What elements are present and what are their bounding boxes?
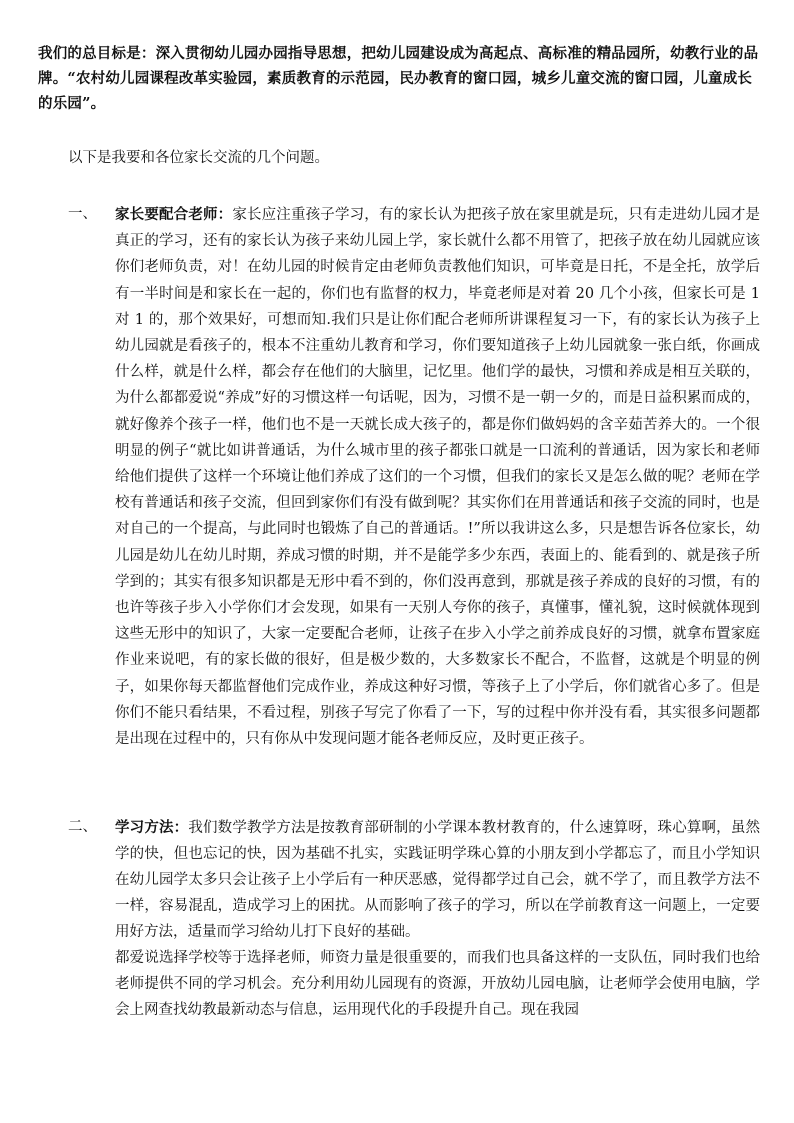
section-paragraph <box>115 815 760 945</box>
section-paragraph <box>115 202 760 752</box>
section-number: 一、 <box>68 206 97 222</box>
section-heading: 学习方法： <box>115 819 189 836</box>
lead-sentence: 以下是我要和各位家长交流的几个问题。 <box>68 150 329 166</box>
section-paragraph <box>115 945 760 1023</box>
section-text: 我们数学教学方法是按教育部研制的小学课本教材教育的，什么速算呀，珠心算啊，虽然学的快，但也忘记的快，因为基础不扎实，实践证明学珠心算的小朋友到小学都忘了，而且小学知识在幼儿园学太多只会让孩子上小学后有一种厌恶感，觉得都学过自己会，就不学了，而且教学方法不一样，容易混乱，造成学习上的困扰。从而影响了孩子的学习，所以在学前教育这一问题上，一定要用好方法，适量而学习给幼儿打下良好的基础。 <box>115 820 761 940</box>
section-body <box>115 202 760 752</box>
section-text: 都爱说选择学校等于选择老师，师资力量是很重要的，而我们也具备这样的一支队伍，同时我们也给老师提供不同的学习机会。充分利用幼儿园现有的资源，开放幼儿园电脑，让老师学会使用电脑，学会上网查找幼教最新动态与信息，运用现代化的手段提升自己。现在我园 <box>115 950 760 1018</box>
section-heading: 家长要配合老师： <box>115 206 233 223</box>
section-text: 家长应注重孩子学习，有的家长认为把孩子放在家里就是玩，只有走进幼儿园才是真正的学习，还有的家长认为孩子来幼儿园上学，家长就什么都不用管了，把孩子放在幼儿园就应该你们老师负责，对！在幼儿园的时候肯定由老师负责教他们知识，可毕竟是日托，不是全托，放学后有一半时间是和家长在一起的，你们也有监督的权力，毕竟老师是对着 20 几个小孩，但家长可是 1 对 1 的，那个效果好，可想而知.我们只是让你们配合老师所讲课程复习一下，有的家长认为孩子上幼儿园就是看孩子的，根本不注重幼儿教育和学习，你们要知道孩子上幼儿园就象一张白纸，你画成什么样，就是什么样，都会存在他们的大脑里，记忆里。他们学的最快，习惯和养成是相互关联的，为什么都都爱说“养成”好的习惯这样一句话呢，因为，习惯不是一朝一夕的，而是日益积累而成的，就好像养个孩子一样，他们也不是一天就长成大孩子的，都是你们做妈妈的含辛茹苦养大的。一个很明显的例子“就比如讲普通话，为什么城市里的孩子都张口就是一口流利的普通话，因为家长和老师给他们提供了这样一个环境让他们养成了这们的一个习惯，但我们的家长又是怎么做的呢？老师在学校有普通话和孩子交流，但回到家你们有没有做到呢？其实你们在用普通话和孩子交流的同时，也是对自己的一个提高，与此同时也锻炼了自己的普通话。!”所以我讲这么多，只是想告诉各位家长，幼儿园是幼儿在幼儿时期，养成习惯的时期，并不是能学多少东西，表面上的、能看到的、就是孩子所学到的；其实有很多知识都是无形中看不到的，你们没再意到，那就是孩子养成的良好的习惯，有的也许等孩子步入小学你们才会发现，如果有一天别人夸你的孩子，真懂事，懂礼貌，这时候就体现到这些无形中的知识了，大家一定要配合老师，让孩子在步入小学之前养成良好的习惯，就拿布置家庭作业来说吧，有的家长做的很好，但是极少数的，大多数家长不配合，不监督，这就是个明显的例子，如果你每天都监督他们完成作业，养成这种好习惯，等孩子上了小学后，你们就省心多了。但是你们不能只看结果，不看过程，别孩子写完了你看了一下，写的过程中你并没有看，其实很多问题都是出现在过程中的，只有你从中发现问题才能各老师反应，及时更正孩子。 <box>115 207 761 748</box>
section-body <box>115 815 760 1023</box>
section-number: 二、 <box>68 819 97 835</box>
intro-goal-paragraph: 我们的总目标是：深入贯彻幼儿园办园指导思想，把幼儿园建设成为高起点、高标准的精品园所，幼教行业的品牌。“农村幼儿园课程改革实验园，素质教育的示范园，民办教育的窗口园，城乡儿童交流的窗口园，儿童成长的乐园”。 <box>38 45 759 112</box>
